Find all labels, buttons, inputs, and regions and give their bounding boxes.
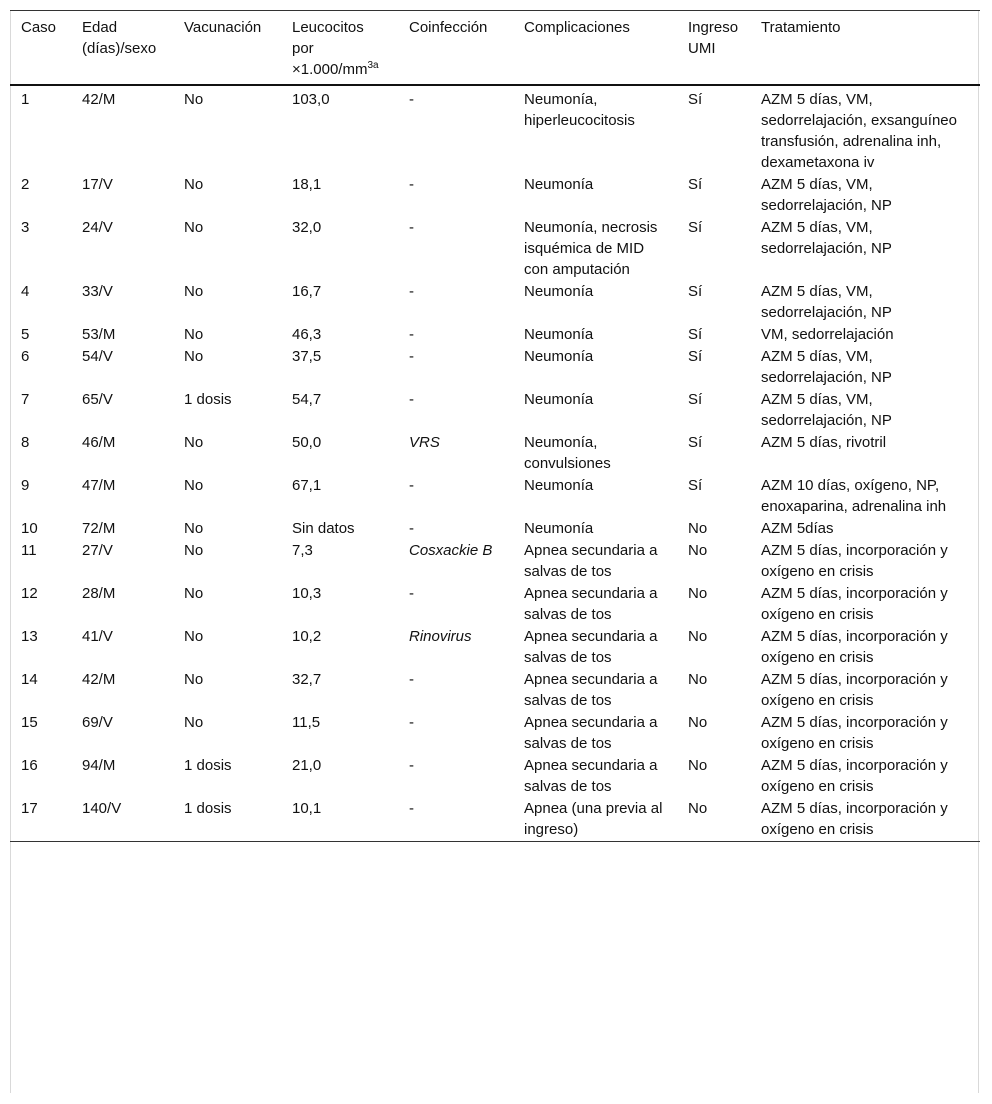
cell-ingreso-umi: No	[688, 714, 708, 731]
table-row	[10, 174, 980, 217]
cell-coinfeccion: -	[409, 176, 414, 193]
cell-coinfeccion: -	[409, 477, 414, 494]
cell-vacunacion: No	[184, 283, 204, 300]
cell-leucocitos: 46,3	[292, 326, 322, 343]
cell-leucocitos: 10,3	[292, 585, 322, 602]
cell-caso: 17	[21, 800, 38, 817]
cell-coinfeccion: Cosxackie B	[409, 542, 493, 559]
header-ingreso-umi: Ingreso UMI	[688, 19, 739, 57]
table-row	[10, 626, 980, 669]
cell-edad-sexo: 46/M	[82, 434, 116, 451]
cell-caso: 6	[21, 348, 30, 365]
cell-edad-sexo: 65/V	[82, 391, 113, 408]
cell-tratamiento: AZM 5 días, VM, sedorrelajación, exsanguíneo transfusión, adrenalina inh, dexametaxona iv	[761, 91, 957, 171]
cell-ingreso-umi: Sí	[688, 477, 703, 494]
cell-tratamiento: AZM 5días	[761, 520, 834, 537]
cell-edad-sexo: 27/V	[82, 542, 113, 559]
cell-vacunacion: No	[184, 671, 204, 688]
cell-ingreso-umi: Sí	[688, 326, 703, 343]
cell-caso: 9	[21, 477, 30, 494]
cell-coinfeccion: -	[409, 348, 414, 365]
cell-tratamiento: AZM 5 días, incorporación y oxígeno en crisis	[761, 542, 948, 580]
cell-edad-sexo: 53/M	[82, 326, 116, 343]
cell-tratamiento: AZM 5 días, incorporación y oxígeno en crisis	[761, 628, 948, 666]
cell-tratamiento: AZM 5 días, incorporación y oxígeno en crisis	[761, 671, 948, 709]
cell-complicaciones: Neumonía	[524, 348, 594, 365]
table-row	[10, 281, 980, 324]
header-leucocitos	[281, 11, 398, 86]
cell-edad-sexo: 33/V	[82, 283, 113, 300]
cell-coinfeccion: -	[409, 757, 414, 774]
cell-ingreso-umi: Sí	[688, 391, 703, 408]
cell-ingreso-umi: No	[688, 800, 708, 817]
cell-vacunacion: No	[184, 477, 204, 494]
cell-edad-sexo: 42/M	[82, 91, 116, 108]
cell-ingreso-umi: Sí	[688, 283, 703, 300]
cell-tratamiento: AZM 5 días, incorporación y oxígeno en crisis	[761, 800, 948, 838]
header-leucocitos-label: Leucocitos por ×1.000/mm	[292, 19, 368, 78]
cell-coinfeccion: -	[409, 585, 414, 602]
cell-coinfeccion: -	[409, 714, 414, 731]
cell-vacunacion: No	[184, 542, 204, 559]
cell-edad-sexo: 24/V	[82, 219, 113, 236]
table-row	[10, 583, 980, 626]
cell-ingreso-umi: No	[688, 585, 708, 602]
cell-leucocitos: 10,2	[292, 628, 322, 645]
cell-complicaciones: Apnea secundaria a salvas de tos	[524, 628, 658, 666]
cell-leucocitos: 32,7	[292, 671, 322, 688]
cell-caso: 8	[21, 434, 30, 451]
cell-leucocitos: 32,0	[292, 219, 322, 236]
cell-vacunacion: 1 dosis	[184, 391, 232, 408]
table-row	[10, 217, 980, 281]
cell-complicaciones: Neumonía, convulsiones	[524, 434, 611, 472]
cell-edad-sexo: 54/V	[82, 348, 113, 365]
cell-ingreso-umi: No	[688, 520, 708, 537]
cell-tratamiento: AZM 5 días, rivotril	[761, 434, 887, 451]
header-coinfeccion: Coinfección	[409, 19, 488, 36]
header-complicaciones: Complicaciones	[524, 19, 630, 36]
cell-edad-sexo: 69/V	[82, 714, 113, 731]
cell-coinfeccion: Rinovirus	[409, 628, 472, 645]
cell-ingreso-umi: Sí	[688, 434, 703, 451]
cell-ingreso-umi: Sí	[688, 348, 703, 365]
cell-leucocitos: 21,0	[292, 757, 322, 774]
table-row	[10, 389, 980, 432]
cell-tratamiento: AZM 5 días, VM, sedorrelajación, NP	[761, 283, 892, 321]
cell-caso: 16	[21, 757, 38, 774]
cell-vacunacion: No	[184, 714, 204, 731]
cell-leucocitos: 18,1	[292, 176, 322, 193]
cell-ingreso-umi: No	[688, 757, 708, 774]
cell-complicaciones: Apnea secundaria a salvas de tos	[524, 714, 658, 752]
cell-tratamiento: VM, sedorrelajación	[761, 326, 894, 343]
cell-leucocitos: 103,0	[292, 91, 330, 108]
cell-tratamiento: AZM 5 días, VM, sedorrelajación, NP	[761, 219, 892, 257]
cell-vacunacion: No	[184, 585, 204, 602]
cell-leucocitos: 50,0	[292, 434, 322, 451]
cell-coinfeccion: VRS	[409, 434, 440, 451]
cell-ingreso-umi: No	[688, 671, 708, 688]
cell-complicaciones: Neumonía	[524, 520, 594, 537]
cell-ingreso-umi: No	[688, 628, 708, 645]
cell-coinfeccion: -	[409, 391, 414, 408]
cell-tratamiento: AZM 5 días, VM, sedorrelajación, NP	[761, 348, 892, 386]
cell-caso: 2	[21, 176, 30, 193]
cell-coinfeccion: -	[409, 91, 414, 108]
cell-ingreso-umi: Sí	[688, 91, 703, 108]
cell-vacunacion: 1 dosis	[184, 800, 232, 817]
table-row	[10, 346, 980, 389]
cell-caso: 15	[21, 714, 38, 731]
cell-vacunacion: No	[184, 434, 204, 451]
table-row	[10, 540, 980, 583]
cell-edad-sexo: 17/V	[82, 176, 113, 193]
cell-caso: 11	[21, 542, 37, 559]
cell-caso: 12	[21, 585, 38, 602]
cell-leucocitos: 16,7	[292, 283, 322, 300]
cell-caso: 3	[21, 219, 30, 236]
cell-leucocitos: 7,3	[292, 542, 313, 559]
table-row	[10, 324, 980, 346]
cell-edad-sexo: 28/M	[82, 585, 116, 602]
table-row	[10, 712, 980, 755]
cell-complicaciones: Apnea secundaria a salvas de tos	[524, 585, 658, 623]
cell-coinfeccion: -	[409, 283, 414, 300]
cell-ingreso-umi: Sí	[688, 176, 703, 193]
table-body	[10, 85, 980, 842]
table-row	[10, 669, 980, 712]
cell-caso: 10	[21, 520, 38, 537]
cell-caso: 13	[21, 628, 38, 645]
cell-vacunacion: No	[184, 628, 204, 645]
cell-coinfeccion: -	[409, 800, 414, 817]
cell-vacunacion: No	[184, 219, 204, 236]
cell-complicaciones: Apnea (una previa al ingreso)	[524, 800, 663, 838]
cell-coinfeccion: -	[409, 326, 414, 343]
cell-leucocitos: 37,5	[292, 348, 322, 365]
cell-edad-sexo: 41/V	[82, 628, 113, 645]
cell-leucocitos: 10,1	[292, 800, 322, 817]
cell-leucocitos: 67,1	[292, 477, 322, 494]
cell-leucocitos: 54,7	[292, 391, 322, 408]
cell-edad-sexo: 42/M	[82, 671, 116, 688]
cell-complicaciones: Apnea secundaria a salvas de tos	[524, 757, 658, 795]
cell-complicaciones: Neumonía	[524, 176, 594, 193]
cell-leucocitos: Sin datos	[292, 520, 355, 537]
cell-edad-sexo: 140/V	[82, 800, 122, 817]
header-caso: Caso	[21, 19, 57, 36]
cell-vacunacion: No	[184, 348, 204, 365]
header-row	[10, 11, 980, 86]
header-tratamiento: Tratamiento	[761, 19, 841, 36]
table-row	[10, 85, 980, 174]
clinical-cases-table	[10, 10, 980, 842]
header-vacunacion: Vacunación	[184, 19, 262, 36]
table-row	[10, 755, 980, 798]
cell-vacunacion: No	[184, 520, 204, 537]
cell-ingreso-umi: No	[688, 542, 708, 559]
cell-ingreso-umi: Sí	[688, 219, 703, 236]
cell-leucocitos: 11,5	[292, 714, 321, 731]
cell-complicaciones: Neumonía, necrosis isquémica de MID con amputación	[524, 219, 658, 278]
cell-coinfeccion: -	[409, 671, 414, 688]
cell-tratamiento: AZM 5 días, incorporación y oxígeno en crisis	[761, 757, 948, 795]
cell-vacunacion: 1 dosis	[184, 757, 232, 774]
cell-tratamiento: AZM 5 días, VM, sedorrelajación, NP	[761, 176, 892, 214]
cell-vacunacion: No	[184, 176, 204, 193]
table-row	[10, 798, 980, 842]
cell-edad-sexo: 94/M	[82, 757, 116, 774]
cell-edad-sexo: 47/M	[82, 477, 116, 494]
cell-caso: 1	[21, 91, 30, 108]
cell-edad-sexo: 72/M	[82, 520, 116, 537]
cell-complicaciones: Neumonía, hiperleucocitosis	[524, 91, 635, 129]
cell-complicaciones: Apnea secundaria a salvas de tos	[524, 542, 658, 580]
cell-vacunacion: No	[184, 326, 204, 343]
cell-complicaciones: Neumonía	[524, 326, 594, 343]
cell-caso: 7	[21, 391, 30, 408]
cell-caso: 5	[21, 326, 30, 343]
cell-coinfeccion: -	[409, 219, 414, 236]
cell-complicaciones: Apnea secundaria a salvas de tos	[524, 671, 658, 709]
cell-caso: 4	[21, 283, 30, 300]
header-leucocitos-superscript: 3a	[367, 60, 379, 71]
cell-vacunacion: No	[184, 91, 204, 108]
cell-tratamiento: AZM 5 días, VM, sedorrelajación, NP	[761, 391, 892, 429]
table-row	[10, 432, 980, 475]
cell-complicaciones: Neumonía	[524, 477, 594, 494]
header-edad-sexo: Edad (días)/sexo	[82, 19, 157, 57]
cell-coinfeccion: -	[409, 520, 414, 537]
table-header	[10, 11, 980, 86]
cell-tratamiento: AZM 5 días, incorporación y oxígeno en crisis	[761, 585, 948, 623]
table-row	[10, 518, 980, 540]
cell-caso: 14	[21, 671, 38, 688]
cell-tratamiento: AZM 10 días, oxígeno, NP, enoxaparina, adrenalina inh	[761, 477, 947, 515]
cell-complicaciones: Neumonía	[524, 283, 594, 300]
cell-tratamiento: AZM 5 días, incorporación y oxígeno en crisis	[761, 714, 948, 752]
cell-complicaciones: Neumonía	[524, 391, 594, 408]
table-row	[10, 475, 980, 518]
